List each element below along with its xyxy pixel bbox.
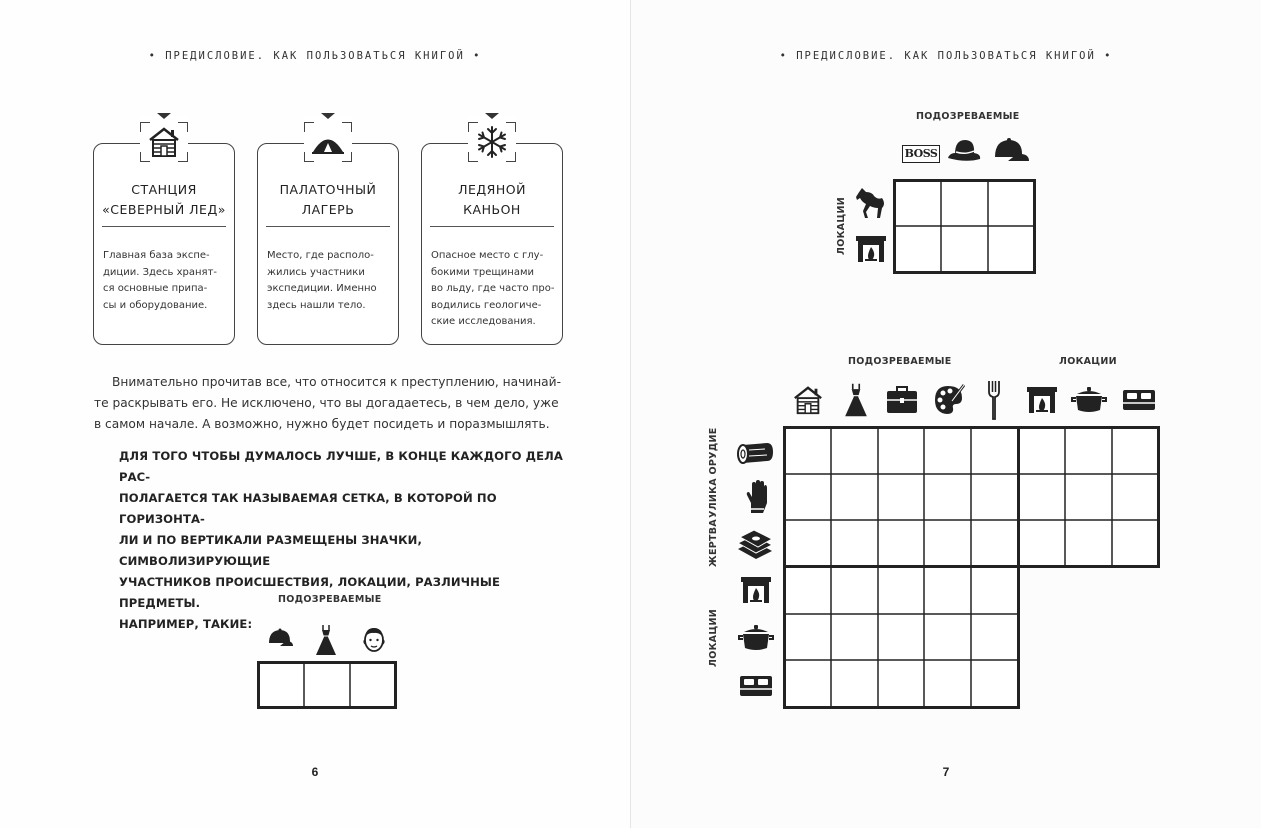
right-page [631, 0, 1261, 828]
wide-hat-icon [946, 136, 982, 166]
card-ice-canyon [421, 143, 563, 345]
card-icon-frame [468, 116, 516, 162]
row-label-clue: УЛИКА [708, 478, 719, 518]
card-station [93, 143, 235, 345]
cap-icon [992, 137, 1030, 167]
horse-icon [856, 186, 886, 220]
glove-icon [744, 479, 768, 515]
running-head-right: • ПРЕДИСЛОВИЕ. КАК ПОЛЬЗОВАТЬСЯ КНИГОЙ • [779, 50, 1113, 62]
palette-icon [933, 384, 965, 416]
card-title: СТАНЦИЯ «СЕВЕРНЫЙ ЛЕД» [102, 182, 226, 217]
pot-icon [1071, 386, 1107, 414]
fork-icon [987, 380, 1001, 420]
locations-label-3: ЛОКАЦИИ [1059, 356, 1117, 367]
dress-icon [314, 624, 338, 656]
suspects-label-2: ПОДОЗРЕВАЕМЫЕ [916, 111, 1020, 122]
row-label-victim: ЖЕРТВА [708, 519, 719, 567]
snowflake-icon [475, 125, 509, 159]
example-grid-2 [893, 179, 1037, 274]
grid-explanation: ДЛЯ ТОГО ЧТОБЫ ДУМАЛОСЬ ЛУЧШЕ, В КОНЦЕ КАЖДОГО ДЕЛА РАС- ПОЛАГАЕТСЯ ТАК НАЗЫВАЕМАЯ СЕТКА, В КОТОРОЙ ПО ГОРИЗОНТА- ЛИ И ПО ВЕРТИКАЛИ РАЗМЕЩЕНЫ ЗНАЧКИ, СИМВОЛИЗИРУЮЩИЕ УЧАСТНИКОВ ПРОИСШЕСТВИЯ, ЛОКАЦИИ, РАЗЛИЧНЫЕ ПРЕДМЕТЫ. НАПРИМЕР, ТАКИЕ: [119, 449, 563, 631]
page-number-left: 6 [311, 765, 319, 779]
cabin-icon [792, 384, 824, 416]
fireplace-icon [1027, 387, 1057, 413]
cap-icon [266, 627, 294, 653]
card-tent-camp [257, 143, 399, 345]
fireplace-icon [856, 236, 886, 262]
row-label-locations: ЛОКАЦИИ [708, 609, 719, 667]
suspects-label: ПОДОЗРЕВАЕМЫЕ [278, 594, 382, 605]
card-title: ЛЕДЯНОЙ КАНЬОН [458, 182, 526, 217]
tent-icon [311, 125, 345, 159]
card-icon-frame [304, 116, 352, 162]
example-grid-1 [257, 661, 397, 709]
bed-icon [739, 675, 773, 697]
left-page [0, 0, 630, 828]
bed-icon [1122, 389, 1156, 411]
card-description: Опасное место с глу- бокими трещинами во льду, где часто про- водились геологиче- ские исследования. [431, 250, 555, 327]
locations-label-2: ЛОКАЦИИ [836, 197, 847, 255]
row-label-weapon: ОРУДИЕ [708, 427, 719, 475]
face-icon [361, 625, 387, 655]
card-icon-frame [140, 116, 188, 162]
page-number-right: 7 [942, 765, 950, 779]
running-head-left: • ПРЕДИСЛОВИЕ. КАК ПОЛЬЗОВАТЬСЯ КНИГОЙ • [148, 50, 482, 62]
card-description: Место, где располо- жились участники экспедиции. Именно здесь нашли тело. [267, 250, 377, 311]
suspects-label-3: ПОДОЗРЕВАЕМЫЕ [848, 356, 952, 367]
log-icon [737, 441, 775, 465]
logic-grid [783, 426, 1161, 709]
cabin-icon [147, 125, 181, 159]
boss-tag-icon: BOSS [902, 145, 940, 163]
fireplace-icon [741, 577, 771, 603]
pot-icon [738, 624, 774, 652]
card-description: Главная база экспе- диции. Здесь хранят- ся основные припа- сы и оборудование. [103, 250, 218, 311]
dress-icon [843, 382, 869, 418]
money-icon [736, 529, 774, 561]
briefcase-icon [886, 385, 918, 415]
card-title: ПАЛАТОЧНЫЙ ЛАГЕРЬ [279, 182, 377, 217]
intro-paragraph: Внимательно прочитав все, что относится к преступлению, начинай- те раскрывать его. Не исключено, что вы догадаетесь, в чем дело, уже в самом начале. А возможно, нужно будет посидеть и поразмышлять. [94, 375, 561, 431]
